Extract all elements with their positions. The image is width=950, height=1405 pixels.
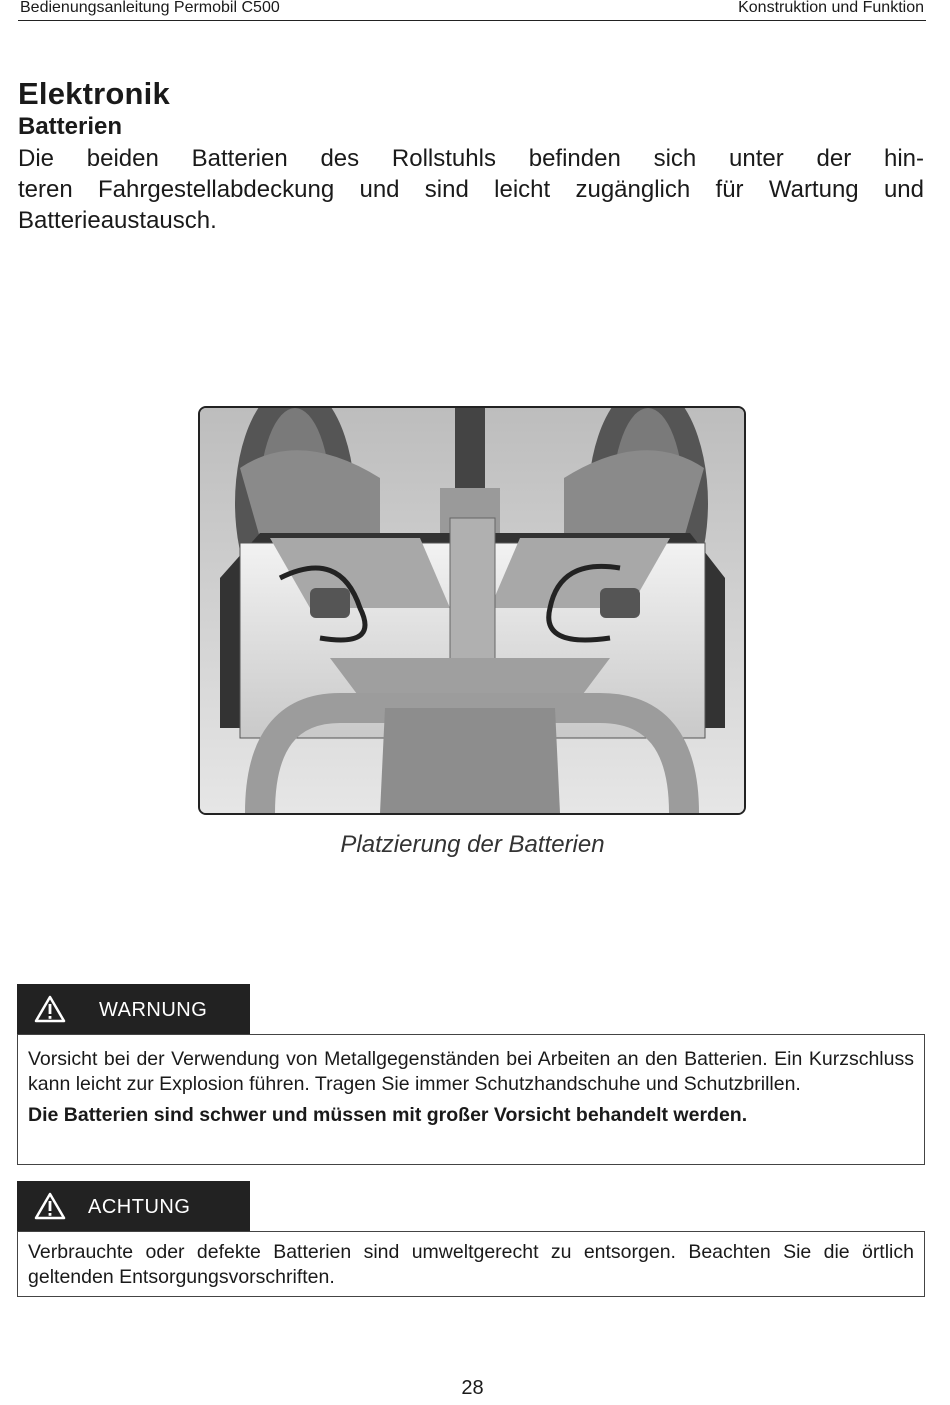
caution-box <box>17 1231 925 1297</box>
warning-bold-text: Die Batterien sind schwer und müssen mit großer Vorsicht behandelt werden. <box>28 1104 748 1126</box>
page-header <box>18 0 926 21</box>
header-chapter-title: Konstruktion und Funktion <box>738 0 924 16</box>
intro-line: Batterieaustausch. <box>18 207 217 234</box>
warning-tab <box>17 984 250 1034</box>
warning-label: WARNUNG <box>99 999 208 1021</box>
caution-tab <box>17 1181 250 1231</box>
caution-text: Verbrauchte oder defekte Batterien sind umweltgerecht zu entsorgen. Beachten Sie die örtlich geltenden Entsorgungsvorschriften. <box>28 1241 914 1288</box>
warning-triangle-icon <box>34 995 66 1028</box>
warning-triangle-icon <box>34 1192 66 1225</box>
section-title: Elektronik <box>18 76 170 111</box>
subsection-title: Batterien <box>18 113 123 140</box>
intro-paragraph <box>18 143 924 236</box>
page-number: 28 <box>461 1377 484 1399</box>
header-document-title: Bedienungsanleitung Permobil C500 <box>20 0 280 16</box>
warning-text: Vorsicht bei der Verwendung von Metallgegenständen bei Arbeiten an den Batterien. Ein Kurzschluss kann leicht zur Explosion führen. Tragen Sie immer Schutzhandschuhe und Schutzbrillen. <box>28 1048 914 1095</box>
caution-label: ACHTUNG <box>88 1196 191 1218</box>
intro-line: Die beiden Batterien des Rollstuhls befinden sich unter der hin- <box>18 145 924 172</box>
battery-placement-photo <box>198 406 746 815</box>
intro-line: teren Fahrgestellabdeckung und sind leicht zugänglich für Wartung und <box>18 176 924 203</box>
figure-caption: Platzierung der Batterien <box>340 831 605 858</box>
warning-box <box>17 1034 925 1165</box>
